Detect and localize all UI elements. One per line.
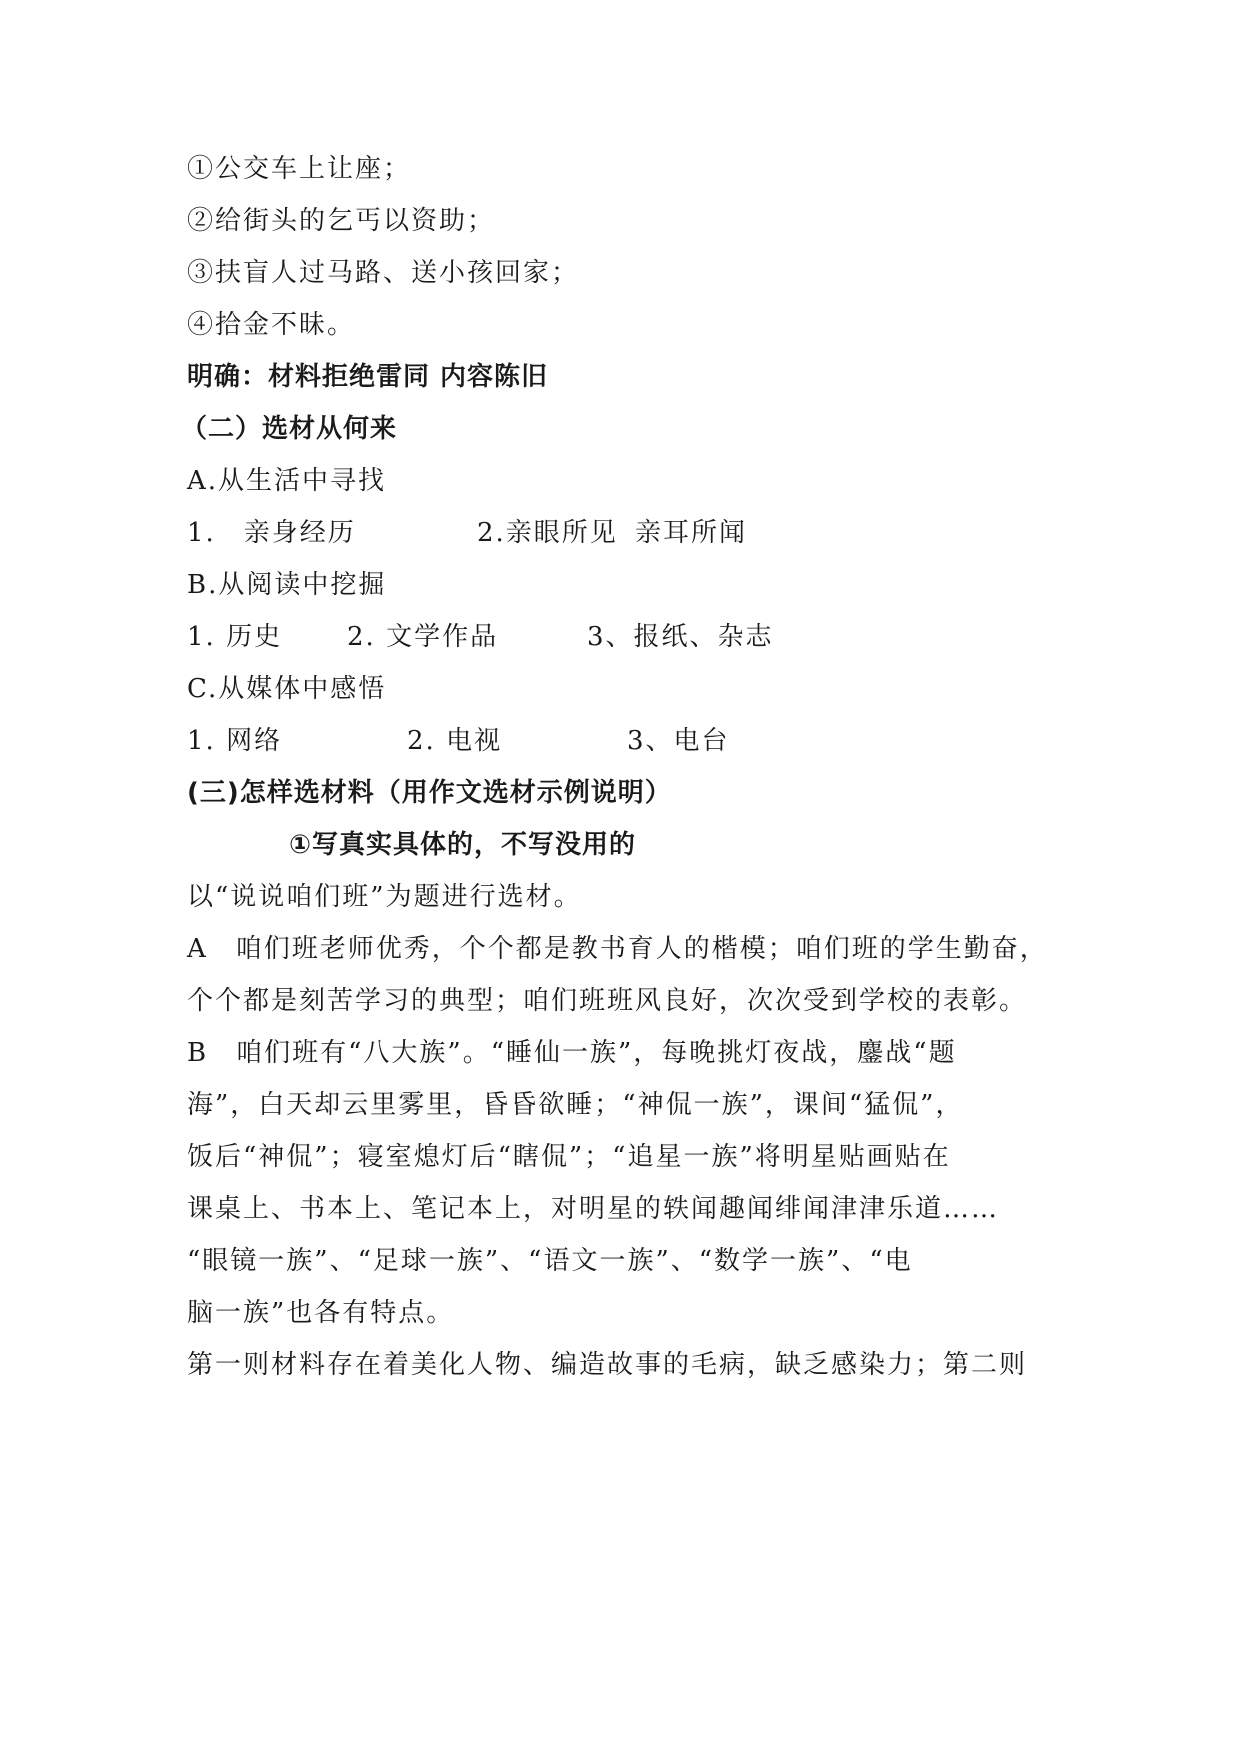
group-item: 2. 文学作品 xyxy=(347,622,499,652)
group-items xyxy=(187,516,1087,550)
paragraph-line: 个个都是刻苦学习的典型；咱们班班风良好，次次受到学校的表彰。 xyxy=(187,986,1028,1016)
group-item: 亲耳所闻 xyxy=(635,518,748,548)
paragraph-line: A 咱们班老师优秀，个个都是教书育人的楷模；咱们班的学生勤奋， xyxy=(187,934,1048,964)
group-item: 2. 电视 xyxy=(407,726,503,756)
paragraph-line: B 咱们班有“八大族”。“睡仙一族”，每晚挑灯夜战，鏖战“题 xyxy=(187,1038,957,1068)
group-title: C.从媒体中感悟 xyxy=(187,674,387,704)
list-item: ④拾金不昧。 xyxy=(187,310,356,340)
group-items xyxy=(187,724,1087,758)
group-item: 1. 历史 xyxy=(187,622,283,652)
paragraph-line: 脑一族”也各有特点。 xyxy=(187,1298,455,1328)
section-heading: (三)怎样选材料（用作文选材示例说明） xyxy=(187,778,672,808)
list-item: ①公交车上让座； xyxy=(187,154,412,184)
paragraph-line: 海”，白天却云里雾里，昏昏欲睡；“神侃一族”，课间“猛侃”， xyxy=(187,1090,964,1120)
paragraph-line: 课桌上、书本上、笔记本上，对明星的轶闻趣闻绯闻津津乐道…… xyxy=(187,1194,1000,1224)
group-item: 2.亲眼所见 xyxy=(477,518,618,548)
group-items xyxy=(187,620,1087,654)
group-item: 3、报纸、杂志 xyxy=(587,622,774,652)
list-item: ②给街头的乞丐以资助； xyxy=(187,206,496,236)
paragraph: 以“说说咱们班”为题进行选材。 xyxy=(187,882,582,912)
group-title: A.从生活中寻找 xyxy=(187,466,387,496)
paragraph-line: 第一则材料存在着美化人物、编造故事的毛病，缺乏感染力；第二则 xyxy=(187,1350,1028,1380)
clarify-statement: 明确：材料拒绝雷同 内容陈旧 xyxy=(187,362,549,392)
list-item: ③扶盲人过马路、送小孩回家； xyxy=(187,258,580,288)
paragraph-line: “眼镜一族”、“足球一族”、“语文一族”、“数学一族”、“电 xyxy=(187,1246,913,1276)
subsection-heading: ①写真实具体的，不写没用的 xyxy=(289,830,637,860)
group-title: B.从阅读中挖掘 xyxy=(187,570,387,600)
group-item: 1. 网络 xyxy=(187,726,283,756)
section-heading: （二）选材从何来 xyxy=(181,414,398,444)
paragraph-line: 饭后“神侃”；寝室熄灯后“瞎侃”；“追星一族”将明星贴画贴在 xyxy=(187,1142,951,1172)
group-item: 3、电台 xyxy=(627,726,730,756)
group-item: 1. 亲身经历 xyxy=(187,518,356,548)
